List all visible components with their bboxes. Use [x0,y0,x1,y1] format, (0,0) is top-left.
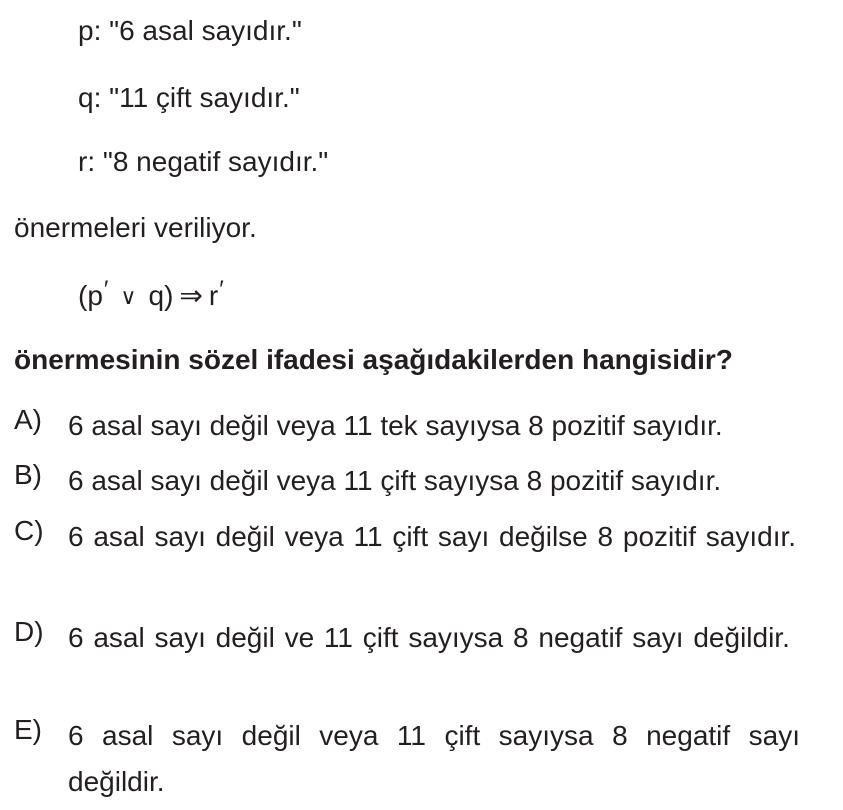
option-letter: A) [14,404,42,435]
option-text: 6 asal sayı değil veya 11 tek sayıysa 8 pozitif sayıdır. [68,410,723,441]
premise-label: r: [78,146,96,177]
option-letter: C) [14,515,44,546]
or-symbol: ∨ [120,284,137,309]
prime-symbol: ′ [219,276,224,303]
question-prompt: önermesinin sözel ifadesi aşağıdakilerden hangisidir? [14,344,733,375]
premise-q [78,81,300,115]
intro-text: önermeleri veriliyor. [14,212,257,243]
prime-symbol: ′ [103,276,109,303]
premise-label: p: [78,15,102,46]
logic-formula [78,276,224,315]
premise-text: "8 negatif sayıdır." [102,146,329,177]
option-text: 6 asal sayı değil veya 11 çift sayıysa 8 pozitif sayıdır. [68,465,722,496]
option-text: 6 asal sayı değil veya 11 çift sayı değilse 8 pozitif sayıdır. [68,521,797,552]
premise-r [78,145,328,179]
option-letter: E) [14,714,42,745]
premise-label: q: [78,82,102,113]
formula-q: q) [148,280,174,311]
option-letter: D) [14,616,44,647]
premise-p [78,14,302,48]
premise-text: "11 çift sayıdır." [109,82,300,113]
implies-symbol: ⇒ [179,280,203,311]
option-letter: B) [14,459,42,490]
formula-r: r [208,280,219,311]
option-text: 6 asal sayı değil veya 11 çift sayıysa 8 negatif sayı değildir. [68,720,800,797]
premise-text: "6 asal sayıdır." [109,15,302,46]
formula-open: (p [78,280,103,311]
option-text: 6 asal sayı değil ve 11 çift sayıysa 8 negatif sayı değildir. [68,622,790,653]
